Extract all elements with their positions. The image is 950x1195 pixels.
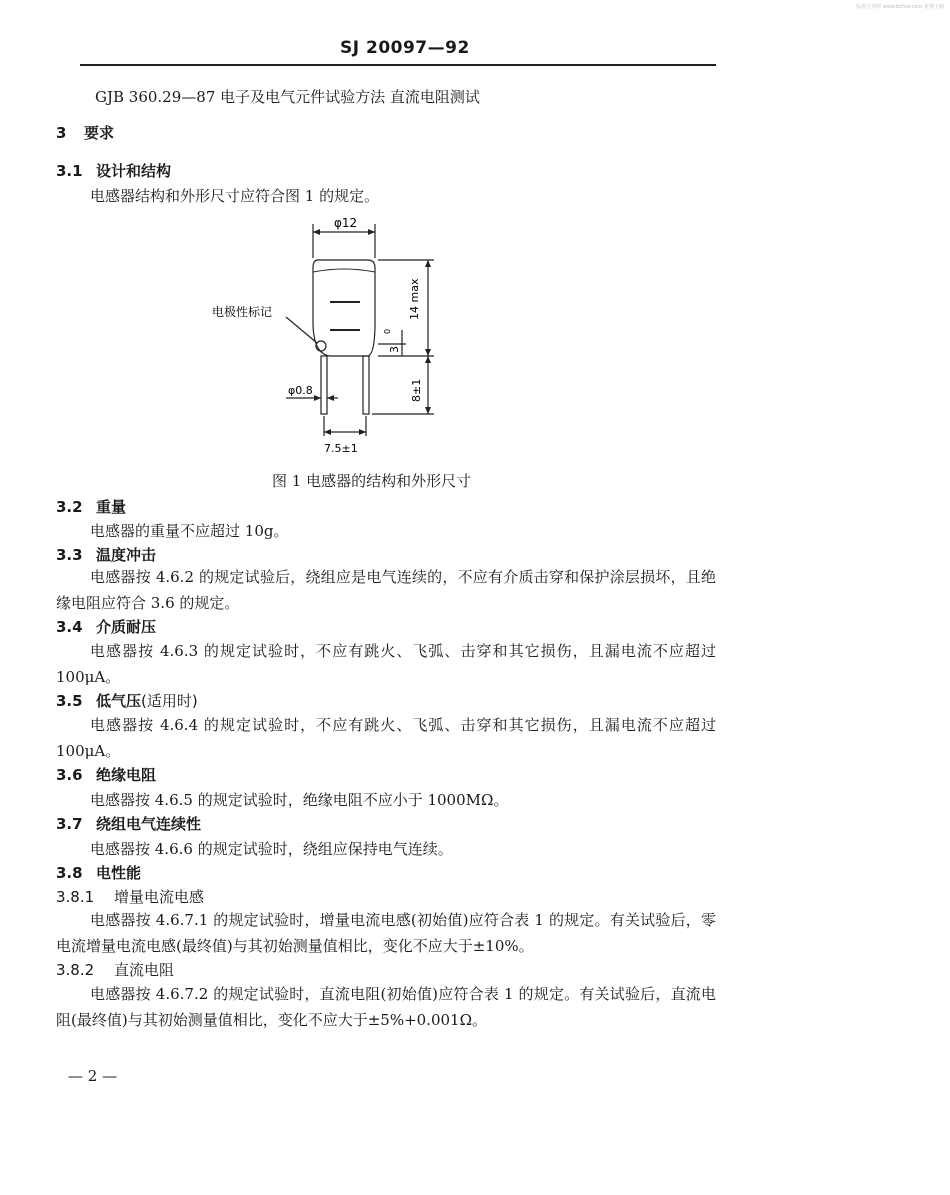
pitch-label: 7.5±1 [324, 442, 358, 455]
gap-label: 3 [388, 346, 401, 353]
polarity-marker-label: 电极性标记 [212, 305, 273, 319]
section-3-7-heading [56, 813, 201, 834]
section-3-4-text: 电感器按 4.6.3 的规定试验时，不应有跳火、飞弧、击穿和其它损伤，且漏电流不应超过 100μA。 [56, 642, 716, 686]
section-number: 3.7 [56, 815, 83, 833]
section-3-8-1-heading [56, 886, 204, 907]
section-3-6-heading [56, 764, 156, 785]
section-number: 3.1 [56, 162, 83, 180]
height-label: 14 max [408, 278, 421, 320]
section-3-8-heading [56, 862, 141, 883]
section-title: 直流电阻 [114, 961, 175, 979]
section-number: 3 [56, 124, 67, 142]
section-number: 3.8 [56, 864, 83, 882]
lead-diameter-label: φ0.8 [288, 384, 313, 397]
section-number: 3.6 [56, 766, 83, 784]
gap-superscript: 0 [383, 328, 392, 334]
section-number: 3.2 [56, 498, 83, 516]
diameter-label: φ12 [334, 216, 358, 230]
section-3-2-text: 电感器的重量不应超过 10g。 [90, 522, 289, 540]
section-3-8-2-heading [56, 959, 174, 980]
section-3-5-text: 电感器按 4.6.4 的规定试验时，不应有跳火、飞弧、击穿和其它损伤，且漏电流不应超过 100μA。 [56, 716, 716, 760]
section-title-note: (适用时) [141, 692, 198, 710]
watermark: 标准分享网 www.bzfxw.com 免费下载 [856, 4, 944, 10]
lead-length-label: 8±1 [410, 378, 423, 402]
section-3-8-1-text: 电感器按 4.6.7.1 的规定试验时，增量电流电感(初始值)应符合表 1 的规定。有关试验后，零电流增量电流电感(最终值)与其初始测量值相比，变化不应大于±10%。 [56, 911, 716, 955]
figure-caption: 图 1 电感器的结构和外形尺寸 [272, 472, 472, 490]
section-number: 3.4 [56, 618, 83, 636]
section-title: 温度冲击 [96, 546, 157, 564]
reference-standard: GJB 360.29—87 电子及电气元件试验方法 直流电阻测试 [95, 88, 480, 106]
section-title: 设计和结构 [96, 162, 172, 180]
section-title: 增量电流电感 [114, 888, 205, 906]
section-title: 要求 [84, 124, 115, 142]
section-title: 重量 [96, 498, 127, 516]
section-3-heading [56, 122, 114, 143]
section-3-8-2-text: 电感器按 4.6.7.2 的规定试验时，直流电阻(初始值)应符合表 1 的规定。有关试验后，直流电阻(最终值)与其初始测量值相比，变化不应大于±5%+0.001Ω。 [56, 985, 716, 1029]
section-3-1-heading [56, 160, 171, 181]
section-3-7-text: 电感器按 4.6.6 的规定试验时，绕组应保持电气连续。 [90, 840, 453, 858]
section-3-6-text: 电感器按 4.6.5 的规定试验时，绝缘电阻不应小于 1000MΩ。 [90, 791, 509, 809]
standard-code-header: SJ 20097—92 [340, 38, 470, 58]
section-number: 3.3 [56, 546, 83, 564]
section-3-1-text: 电感器结构和外形尺寸应符合图 1 的规定。 [90, 187, 380, 205]
section-3-3-text: 电感器按 4.6.2 的规定试验后，绕组应是电气连续的，不应有介质击穿和保护涂层损坏，且绝缘电阻应符合 3.6 的规定。 [56, 568, 716, 612]
section-title: 电性能 [96, 864, 142, 882]
inductor-dimension-drawing [200, 210, 460, 460]
section-title: 绕组电气连续性 [96, 815, 202, 833]
section-number: 3.5 [56, 692, 83, 710]
section-number: 3.8.1 [56, 888, 95, 906]
section-title: 绝缘电阻 [96, 766, 157, 784]
section-3-2-heading [56, 496, 126, 517]
section-title: 低气压 [96, 692, 142, 710]
section-3-3-heading [56, 544, 156, 565]
header-rule [80, 64, 716, 66]
section-number: 3.8.2 [56, 961, 95, 979]
section-title: 介质耐压 [96, 618, 157, 636]
section-3-4-heading [56, 616, 156, 637]
section-3-5-heading [56, 690, 198, 711]
page-number: — 2 — [68, 1067, 118, 1085]
